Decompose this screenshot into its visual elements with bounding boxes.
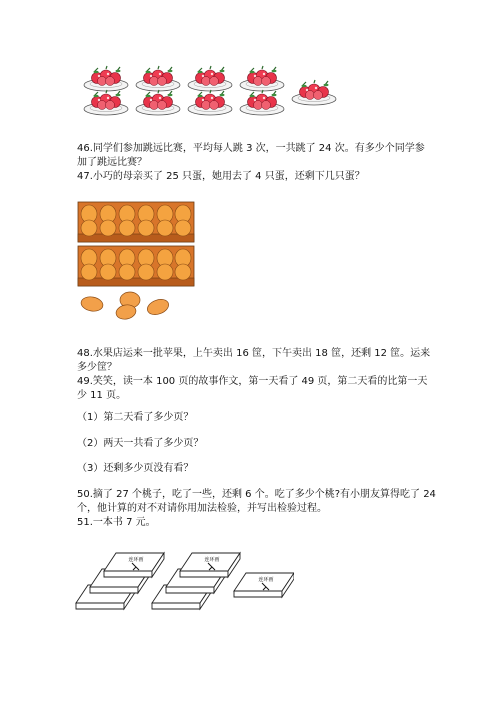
peach-plates-figure — [80, 60, 340, 122]
question-49-sub-3: （3）还剩多少页没有看？ — [77, 463, 194, 474]
question-47-line-1: 47.小巧的母亲买了 25 只蛋，她用去了 4 只蛋，还剩下几只蛋？ — [77, 171, 365, 182]
peach-plate — [188, 90, 232, 115]
question-46-line-2: 加了跳远比赛？ — [77, 157, 147, 168]
question-50-line-1: 50.摘了 27 个桃子，吃了一些，还剩 6 个。吃了多少个桃?有小朋友算得吃了 24 — [77, 489, 436, 500]
single-book — [234, 573, 294, 597]
question-48-line-2: 多少筐？ — [77, 362, 117, 373]
question-49-sub-1: （1）第二天看了多少页？ — [77, 412, 194, 423]
book-cover-title: 连环画 — [258, 577, 274, 583]
question-48-line-1: 48.水果店运来一批苹果，上午卖出 16 筐，下午卖出 18 筐，还剩 12 筐。运来 — [77, 348, 431, 359]
peach-plate — [240, 90, 284, 115]
question-46-line-1: 46.同学们参加跳远比赛，平均每人跳 3 次，一共跳了 24 次。有多少个同学参 — [77, 143, 425, 154]
book-stack — [180, 553, 240, 577]
peach-plate — [136, 66, 180, 91]
book-stacks-figure — [74, 545, 294, 613]
question-49-line-2: 少 11 页。 — [77, 390, 127, 401]
peach-plate — [136, 90, 180, 115]
book-cover-title: 连环画 — [128, 557, 144, 563]
book-cover-title: 连环画 — [204, 557, 220, 563]
egg-carton — [78, 246, 194, 286]
question-51-line-1: 51.一本书 7 元。 — [77, 517, 156, 528]
question-50-line-2: 个，他计算的对不对请你用加法检验，并写出检验过程。 — [77, 503, 327, 514]
egg-cartons-figure — [76, 200, 196, 325]
peach-plate — [292, 80, 336, 105]
egg-carton — [78, 202, 194, 242]
peach-plate — [240, 66, 284, 91]
peach-plate — [84, 90, 128, 115]
book-stack — [104, 553, 164, 577]
question-49-sub-2: （2）两天一共看了多少页？ — [77, 438, 204, 449]
question-49-line-1: 49.笑笑，读一本 100 页的故事作文，第一天看了 49 页，第二天看的比第一天 — [77, 376, 428, 387]
loose-eggs — [80, 292, 171, 321]
peach-plate — [188, 66, 232, 91]
peach-plate — [84, 66, 128, 91]
